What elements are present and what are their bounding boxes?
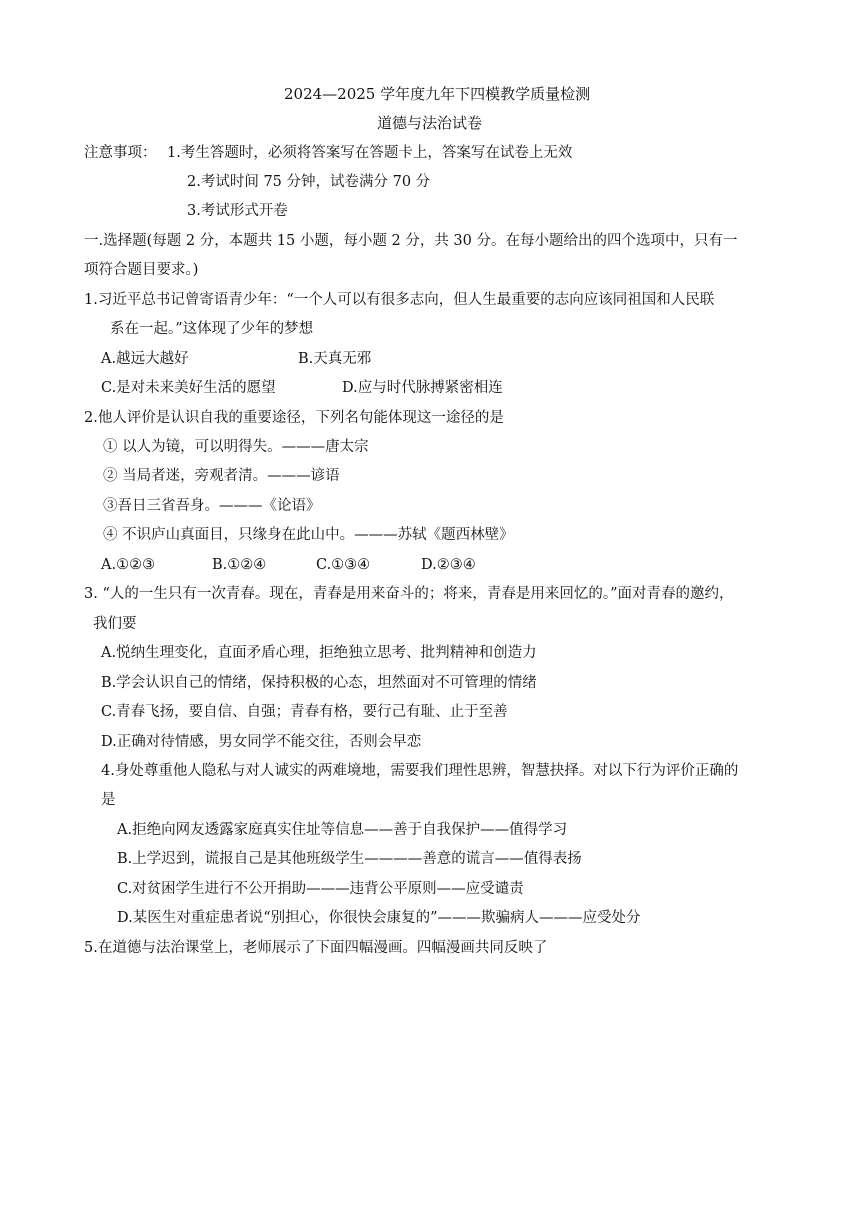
q1-stem-line1: 1.习近平总书记曾寄语青少年：“一个人可以有很多志向，但人生最重要的志向应该同祖国和人民联	[84, 292, 715, 308]
section-intro-line2: 项符合题目要求。)	[84, 262, 199, 278]
q1-option-a: A.越远大越好	[101, 351, 189, 367]
q3-option-a: A.悦纳生理变化，直面矛盾心理，拒绝独立思考、批判精神和创造力	[101, 645, 537, 661]
q4-stem-line1: 4.身处尊重他人隐私与对人诚实的两难境地，需要我们理性思辨，智慧抉择。对以下行为评价正确的	[101, 763, 739, 779]
notice-item-3: 3.考试形式开卷	[187, 203, 288, 219]
q2-stem: 2.他人评价是认识自我的重要途径，下列名句能体现这一途径的是	[84, 410, 504, 426]
q3-stem-line1: 3. “人的一生只有一次青春。现在，青春是用来奋斗的；将来，青春是用来回忆的。”面对青春的邀约，	[84, 586, 734, 602]
q1-option-c: C.是对未来美好生活的愿望	[101, 380, 276, 396]
notice-item-2: 2.考试时间 75 分钟，试卷满分 70 分	[187, 174, 431, 190]
q4-stem-line2: 是	[101, 792, 116, 808]
q1-option-d: D.应与时代脉搏紧密相连	[342, 380, 503, 396]
q4-option-b: B.上学迟到，谎报自己是其他班级学生————善意的谎言——值得表扬	[117, 851, 582, 867]
exam-title: 2024—2025 学年度九年下四模教学质量检测	[284, 85, 591, 103]
q1-stem-line2: 系在一起。”这体现了少年的梦想	[110, 321, 314, 337]
q3-option-b: B.学会认识自己的情绪，保持积极的心态，坦然面对不可管理的情绪	[101, 675, 537, 691]
subject-title: 道德与法治试卷	[377, 114, 483, 132]
q2-option-b: B.①②④	[212, 557, 267, 573]
q4-option-c: C.对贫困学生进行不公开捐助———违背公平原则——应受谴责	[117, 881, 524, 897]
q2-item-4: ④ 不识庐山真面目，只缘身在此山中。———苏轼《题西林壁》	[103, 527, 514, 543]
q4-option-a: A.拒绝向网友透露家庭真实住址等信息——善于自我保护——值得学习	[117, 822, 568, 838]
q2-option-a: A.①②③	[101, 557, 156, 573]
q3-option-d: D.正确对待情感，男女同学不能交往，否则会早恋	[101, 734, 422, 750]
q2-item-3: ③吾日三省吾身。———《论语》	[103, 498, 321, 514]
q4-option-d: D.某医生对重症患者说“别担心，你很快会康复的”———欺骗病人———应受处分	[117, 910, 641, 926]
q2-item-1: ① 以人为镜，可以明得失。———唐太宗	[103, 439, 369, 455]
q2-item-2: ② 当局者迷，旁观者清。———谚语	[103, 468, 340, 484]
q2-option-d: D.②③④	[421, 557, 476, 573]
q5-stem: 5.在道德与法治课堂上，老师展示了下面四幅漫画。四幅漫画共同反映了	[84, 940, 548, 956]
q3-stem-line2: 我们要	[93, 616, 137, 632]
q2-option-c: C.①③④	[316, 557, 371, 573]
notice-label: 注意事项：	[84, 145, 157, 161]
q3-option-c: C.青春飞扬，要自信、自强；青春有格，要行己有耻、止于至善	[101, 704, 508, 720]
section-intro-line1: 一.选择题(每题 2 分，本题共 15 小题，每小题 2 分，共 30 分。在每小题给出的四个选项中，只有一	[84, 233, 738, 249]
notice-item-1: 1.考生答题时，必须将答案写在答题卡上，答案写在试卷上无效	[167, 145, 573, 161]
q1-option-b: B.天真无邪	[298, 351, 372, 367]
